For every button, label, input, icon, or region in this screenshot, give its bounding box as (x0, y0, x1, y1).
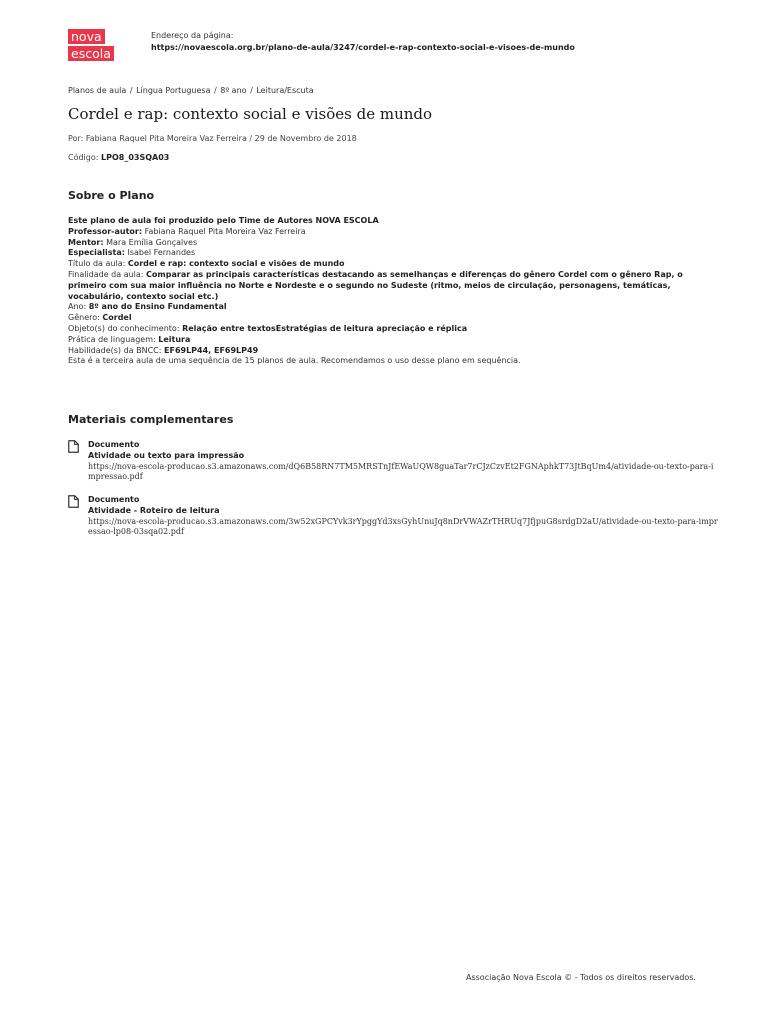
breadcrumb-item-ano[interactable]: 8º ano (220, 86, 247, 95)
address-label: Endereço da página: (151, 31, 234, 40)
document-icon (68, 495, 79, 508)
purpose-value: Comparar as principais características destacando as semelhanças e diferenças do gênero Cordel com o gênero Rap, o primeiro com sua maior influência no Norte e Nordeste e o segundo no Sudeste (ritmo, meios de circulação, personagens, temáticas, vocabulário, contexto social etc.) (68, 269, 683, 301)
professor-value: Fabiana Raquel Pita Moreira Vaz Ferreira (144, 226, 306, 236)
practice-label: Prática de linguagem: (68, 334, 156, 344)
breadcrumb-item-planos[interactable]: Planos de aula (68, 86, 127, 95)
breadcrumb (68, 86, 314, 95)
mentor-label: Mentor: (68, 237, 104, 247)
byline: Por: Fabiana Raquel Pita Moreira Vaz Ferreira / 29 de Novembro de 2018 (68, 134, 357, 143)
genre-value: Cordel (102, 313, 132, 323)
nova-escola-logo (68, 29, 124, 62)
about-heading: Sobre o Plano (68, 189, 155, 202)
professor-label: Professor-autor: (68, 226, 143, 236)
logo-line-1: nova (68, 29, 105, 44)
lesson-code (68, 153, 169, 162)
sequence-note: Esta é a terceira aula de uma sequência de 15 planos de aula. Recomendamos o uso desse plano em sequência. (68, 356, 521, 366)
about-intro: Este plano de aula foi produzido pelo Time de Autores NOVA ESCOLA (68, 216, 379, 225)
material-title: Atividade ou texto para impressão (88, 450, 245, 460)
practice-value: Leitura (158, 334, 191, 344)
material-kind: Documento (88, 440, 140, 449)
material-kind: Documento (88, 495, 140, 504)
skills-label: Habilidade(s) da BNCC: (68, 345, 162, 355)
breadcrumb-item-lingua[interactable]: Língua Portuguesa (136, 86, 211, 95)
material-url[interactable]: https://nova-escola-producao.s3.amazonaws.com/dQ6B58RN7TM5MRSTnJfEWaUQW8guaTar7rCJzCzvEt2FGNAphkT73JtBqUm4/atividade-ou-texto-para-impressao.pdf (88, 461, 714, 482)
page-title: Cordel e rap: contexto social e visões de mundo (68, 105, 433, 123)
footer-copyright: Associação Nova Escola © - Todos os direitos reservados. (466, 973, 696, 982)
breadcrumb-separator: / (214, 86, 217, 95)
code-label: Código: (68, 153, 99, 162)
material-title: Atividade - Roteiro de leitura (88, 505, 220, 515)
lesson-title-label: Título da aula: (68, 259, 126, 269)
mentor-value: Mara Emília Gonçalves (106, 237, 198, 247)
address-url[interactable]: https://novaescola.org.br/plano-de-aula/3247/cordel-e-rap-contexto-social-e-visoes-de-mundo (151, 43, 575, 52)
about-plan-block (68, 216, 708, 367)
material-url[interactable]: https://nova-escola-producao.s3.amazonaws.com/3w52xGPCYvk3rYpggYd3xsGyhUnuJq8nDrVWAZrTHRUq7JfjpuG8srdgD2aU/atividade-ou-texto-para-impressao-lp08-03sqa02.pdf (88, 516, 718, 537)
breadcrumb-separator: / (129, 86, 133, 95)
logo-line-2: escola (68, 46, 114, 61)
specialist-label: Especialista: (68, 248, 125, 258)
genre-label: Gênero: (68, 313, 100, 323)
document-icon (68, 440, 79, 453)
objects-label: Objeto(s) do conhecimento: (68, 323, 180, 333)
skills-value: EF69LP44, EF69LP49 (164, 345, 259, 355)
specialist-value: Isabel Fernandes (127, 248, 196, 258)
objects-value: Relação entre textosEstratégias de leitura apreciação e réplica (182, 323, 468, 333)
breadcrumb-separator: / (250, 86, 253, 95)
code-value: LPO8_03SQA03 (101, 153, 170, 162)
purpose-label: Finalidade da aula: (68, 269, 144, 279)
year-value: 8º ano do Ensino Fundamental (88, 302, 227, 312)
year-label: Ano: (68, 302, 87, 312)
materials-heading: Materiais complementares (68, 413, 234, 426)
breadcrumb-item-leitura[interactable]: Leitura/Escuta (256, 86, 314, 95)
lesson-title-value: Cordel e rap: contexto social e visões de mundo (127, 259, 345, 269)
